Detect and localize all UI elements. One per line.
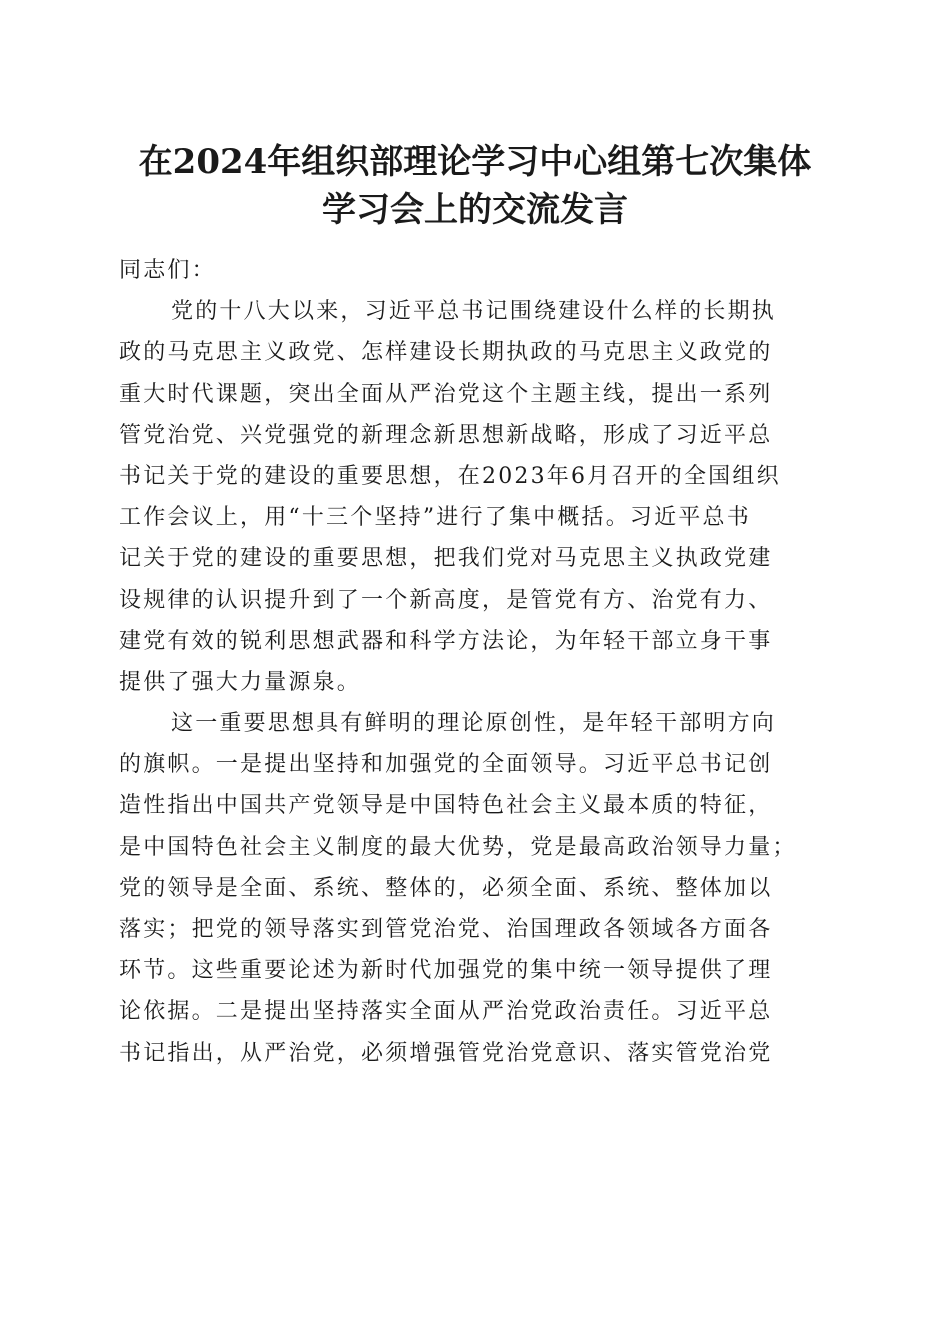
paragraph-line: 论依据。二是提出坚持落实全面从严治党政治责任。习近平总 bbox=[119, 999, 773, 1025]
paragraph-line: 工作会议上，用“十三个坚持”进行了集中概括。习近平总书 bbox=[119, 505, 751, 531]
paragraph-line: 建党有效的锐利思想武器和科学方法论，为年轻干部立身干事 bbox=[119, 628, 773, 654]
paragraph-line: 党的领导是全面、系统、整体的，必须全面、系统、整体加以 bbox=[119, 875, 773, 901]
paragraph-1 bbox=[119, 291, 831, 703]
paragraph-line: 造性指出中国共产党领导是中国特色社会主义最本质的特征， bbox=[119, 793, 773, 819]
paragraph-line: 管党治党、兴党强党的新理念新思想新战略，形成了习近平总 bbox=[119, 422, 773, 448]
paragraph-line: 环节。这些重要论述为新时代加强党的集中统一领导提供了理 bbox=[119, 958, 773, 984]
paragraph-line: 的旗帜。一是提出坚持和加强党的全面领导。习近平总书记创 bbox=[119, 752, 773, 778]
paragraph-2 bbox=[119, 703, 831, 1074]
document-title-line-1: 在2024年组织部理论学习中心组第七次集体 bbox=[138, 142, 812, 182]
paragraph-line: 落实；把党的领导落实到管党治党、治国理政各领域各方面各 bbox=[119, 917, 773, 942]
document-body bbox=[119, 250, 831, 1074]
paragraph-line: 书记指出，从严治党，必须增强管党治党意识、落实管党治党 bbox=[119, 1040, 773, 1066]
paragraph-line: 设规律的认识提升到了一个新高度，是管党有方、治党有力、 bbox=[119, 587, 773, 613]
paragraph-line: 这一重要思想具有鲜明的理论原创性，是年轻干部明方向 bbox=[171, 711, 777, 737]
paragraph-line: 政的马克思主义政党、怎样建设长期执政的马克思主义政党的 bbox=[119, 340, 773, 366]
salutation: 同志们： bbox=[119, 258, 216, 283]
paragraph-line: 是中国特色社会主义制度的最大优势，党是最高政治领导力量； bbox=[119, 834, 797, 860]
paragraph-line: 记关于党的建设的重要思想，把我们党对马克思主义执政党建 bbox=[119, 546, 773, 572]
paragraph-line: 党的十八大以来，习近平总书记围绕建设什么样的长期执 bbox=[171, 299, 777, 325]
paragraph-line: 书记关于党的建设的重要思想，在2023年6月召开的全国组织 bbox=[119, 463, 781, 489]
document-title-line-2: 学习会上的交流发言 bbox=[322, 190, 628, 230]
paragraph-line: 提供了强大力量源泉。 bbox=[119, 669, 362, 695]
paragraph-line: 重大时代课题，突出全面从严治党这个主题主线，提出一系列 bbox=[119, 381, 773, 407]
